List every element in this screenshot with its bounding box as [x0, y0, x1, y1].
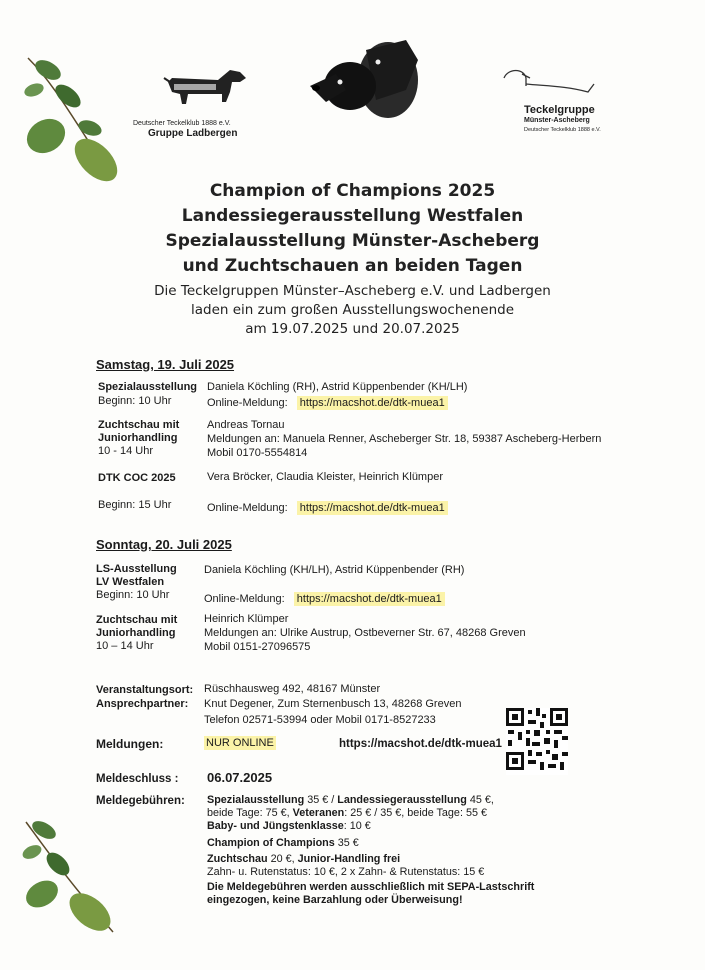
- sun-zucht-meldungen: Meldungen an: Ulrike Austrup, Ostbeverner Str. 67, 48268 Greven: [204, 627, 526, 639]
- fees-line-8: eingezogen, keine Barzahlung oder Überweisung!: [207, 894, 463, 906]
- schluss-label: Meldeschluss :: [96, 773, 179, 785]
- registration-link[interactable]: https://macshot.de/dtk-muea1: [294, 592, 445, 606]
- sat-coc-label: DTK COC 2025: [98, 472, 176, 484]
- sat-coc-time: Beginn: 15 Uhr: [98, 499, 172, 511]
- schluss-value: 06.07.2025: [207, 770, 273, 785]
- sat-coc-online: [207, 501, 448, 516]
- right-logo-subtitle: Münster-Ascheberg: [524, 117, 590, 124]
- ort-label: Veranstaltungsort:: [96, 684, 194, 696]
- dachshund-heads-logo: [306, 30, 424, 129]
- intro-line-3: am 19.07.2025 und 20.07.2025: [245, 321, 460, 337]
- title-line-3: Spezialausstellung Münster-Ascheberg: [165, 231, 540, 251]
- sun-ls-judges: Daniela Köchling (KH/LH), Astrid Küppenbender (RH): [204, 564, 465, 576]
- sun-ls-label: LS-Ausstellung: [96, 563, 177, 575]
- title-line-1: Champion of Champions 2025: [209, 181, 496, 201]
- fees-line-1: Spezialausstellung 35 € / Landessiegerausstellung 45 €,: [207, 794, 494, 806]
- muenster-ascheberg-logo: [496, 64, 606, 133]
- sat-zucht-time: 10 - 14 Uhr: [98, 445, 154, 457]
- sat-zucht-label-2: Juniorhandling: [98, 432, 178, 444]
- sun-zucht-time: 10 – 14 Uhr: [96, 640, 154, 652]
- registration-link[interactable]: https://macshot.de/dtk-muea1: [297, 501, 448, 515]
- sat-zucht-label: Zuchtschau mit: [98, 419, 180, 431]
- online-label: Online-Meldung:: [207, 502, 288, 514]
- sun-ls-label-2: LV Westfalen: [96, 576, 165, 588]
- sat-zucht-mobil: Mobil 0170-5554814: [207, 447, 308, 459]
- right-logo-title: Teckelgruppe: [524, 104, 595, 116]
- fees-line-5: Zuchtschau 20 €, Junior-Handling frei: [207, 853, 401, 865]
- ort-value: Rüschhausweg 492, 48167 Münster: [204, 683, 381, 695]
- meldungen-value: NUR ONLINE: [206, 737, 274, 749]
- sun-ls-online: [204, 592, 445, 607]
- ladbergen-logo: [133, 62, 250, 139]
- sat-spezial-judges: Daniela Köchling (RH), Astrid Küppenbender (KH/LH): [207, 381, 468, 393]
- intro-line-1: Die Teckelgruppen Münster–Ascheberg e.V. und Ladbergen: [154, 283, 551, 299]
- online-label: Online-Meldung:: [207, 397, 288, 409]
- online-label: Online-Meldung:: [204, 593, 285, 605]
- left-logo-club: Deutscher Teckelklub 1888 e.V.: [133, 120, 231, 127]
- registration-link[interactable]: https://macshot.de/dtk-muea1: [297, 396, 448, 410]
- fees-line-7: Die Meldegebühren werden ausschließlich mit SEPA-Lastschrift: [207, 881, 535, 893]
- fees-line-6: Zahn- u. Rutenstatus: 10 €, 2 x Zahn- & Rutenstatus: 15 €: [207, 866, 485, 878]
- sun-zucht-judge: Heinrich Klümper: [204, 613, 289, 625]
- sat-spezial-label: Spezialausstellung: [98, 381, 198, 393]
- sun-zucht-label-2: Juniorhandling: [96, 627, 176, 639]
- partner-tel: Telefon 02571-53994 oder Mobil 0171-8527233: [204, 714, 436, 726]
- sun-zucht-mobil: Mobil 0151-27096575: [204, 641, 311, 653]
- meldungen-label: Meldungen:: [96, 737, 164, 751]
- title-line-2: Landessiegerausstellung Westfalen: [181, 206, 524, 226]
- qr-code: [506, 708, 568, 775]
- leaf-decoration-bottom: [18, 812, 128, 942]
- sunday-heading: Sonntag, 20. Juli 2025: [96, 537, 232, 552]
- right-logo-club: Deutscher Teckelklub 1888 e.V.: [524, 127, 601, 133]
- gebuehren-label: Meldegebühren:: [96, 795, 185, 807]
- fees-line-4: Champion of Champions 35 €: [207, 837, 359, 849]
- partner-value: Knut Degener, Zum Sternenbusch 13, 48268 Greven: [204, 698, 462, 710]
- fees-line-3: Baby- und Jüngstenklasse: 10 €: [207, 820, 371, 832]
- left-logo-group: Gruppe Ladbergen: [148, 128, 238, 139]
- partner-label: Ansprechpartner:: [96, 698, 189, 710]
- sat-spezial-online: [207, 396, 448, 411]
- meldungen-url[interactable]: https://macshot.de/dtk-muea1: [339, 738, 502, 750]
- leaf-decoration-top: [18, 48, 128, 188]
- intro-line-2: laden ein zum großen Ausstellungswochenende: [190, 302, 515, 318]
- sun-zucht-label: Zuchtschau mit: [96, 614, 178, 626]
- sat-zucht-meldungen: Meldungen an: Manuela Renner, Ascheberger Str. 18, 59387 Ascheberg-Herbern: [207, 433, 602, 445]
- dachshund-icon: [160, 62, 250, 114]
- sat-zucht-judge: Andreas Tornau: [207, 419, 285, 431]
- sat-coc-judges: Vera Bröcker, Claudia Kleister, Heinrich Klümper: [207, 471, 443, 483]
- saturday-heading: Samstag, 19. Juli 2025: [96, 357, 235, 372]
- title-line-4: und Zuchtschauen an beiden Tagen: [182, 256, 523, 276]
- sun-ls-time: Beginn: 10 Uhr: [96, 589, 170, 601]
- fees-line-2: beide Tage: 75 €, Veteranen: 25 € / 35 €, beide Tage: 55 €: [207, 807, 487, 819]
- sat-spezial-time: Beginn: 10 Uhr: [98, 395, 172, 407]
